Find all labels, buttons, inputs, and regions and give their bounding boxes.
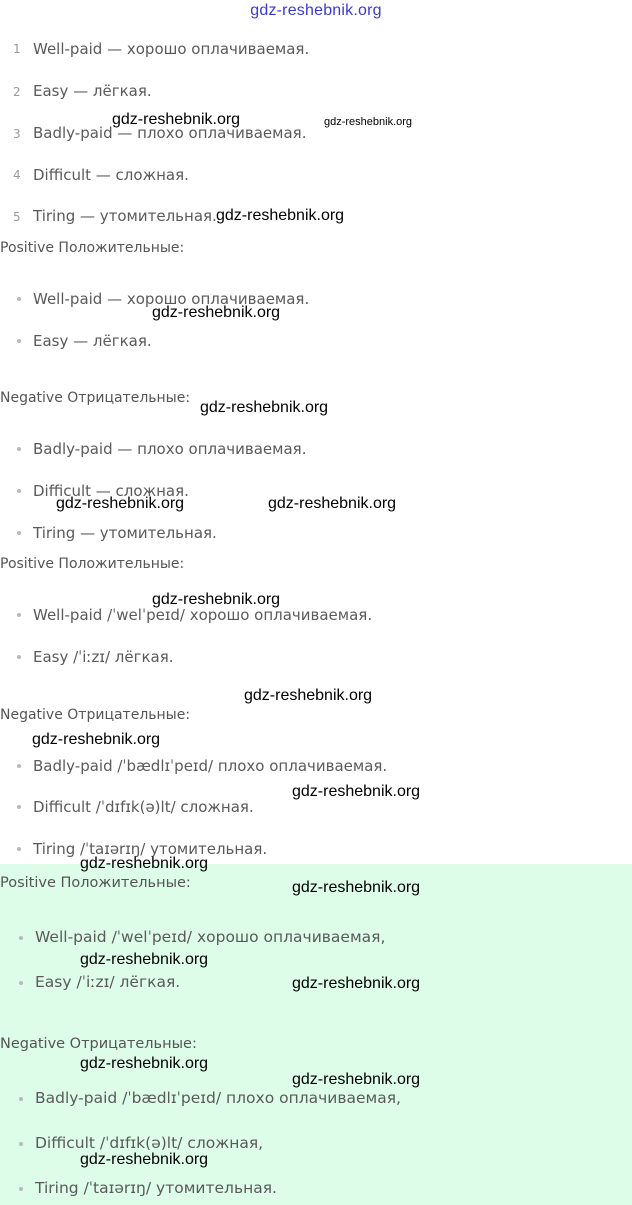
list-item: Easy — лёгкая.	[33, 82, 152, 100]
list-number: 4	[13, 168, 21, 182]
list-item: Badly-paid /ˈbædlɪˈpeɪd/ плохо оплачиваемая,	[35, 1089, 401, 1107]
watermark: gdz-reshebnik.org	[292, 1071, 421, 1088]
list-item: Badly-paid — плохо оплачиваемая.	[33, 124, 307, 142]
watermark: gdz-reshebnik.org	[152, 591, 281, 608]
list-item: Tiring — утомительная.	[33, 207, 217, 225]
list-number: 2	[13, 85, 21, 99]
watermark: gdz-reshebnik.org	[80, 1151, 209, 1168]
list-item: Difficult /ˈdɪfɪk(ə)lt/ сложная.	[33, 798, 254, 816]
bullet-icon	[17, 339, 21, 343]
bullet-icon	[17, 805, 21, 809]
list-item: Badly-paid /ˈbædlɪˈpeɪd/ плохо оплачиваемая.	[33, 757, 388, 775]
positive-heading: Positive Положительные:	[0, 875, 191, 891]
watermark: gdz-reshebnik.org	[200, 399, 329, 416]
site-header-link[interactable]: gdz-reshebnik.org	[250, 2, 382, 19]
bullet-icon	[17, 764, 21, 768]
watermark: gdz-reshebnik.org	[292, 879, 421, 896]
negative-heading: Negative Отрицательные:	[0, 390, 191, 406]
watermark: gdz-reshebnik.org	[292, 975, 421, 992]
list-item: Tiring /ˈtaɪərɪŋ/ утомительная.	[35, 1179, 277, 1197]
negative-heading: Negative Отрицательные:	[0, 1036, 197, 1052]
watermark: gdz-reshebnik.org	[56, 495, 185, 512]
watermark: gdz-reshebnik.org	[324, 116, 413, 128]
watermark: gdz-reshebnik.org	[216, 207, 345, 224]
watermark: gdz-reshebnik.org	[32, 731, 161, 748]
bullet-icon	[17, 531, 21, 535]
list-item: Badly-paid — плохо оплачиваемая.	[33, 440, 307, 458]
positive-heading: Positive Положительные:	[0, 240, 185, 256]
list-number: 5	[13, 210, 21, 224]
bullet-icon	[17, 655, 21, 659]
list-item: Well-paid — хорошо оплачиваемая.	[33, 290, 310, 308]
bullet-icon	[17, 489, 21, 493]
bullet-icon	[19, 1187, 23, 1191]
negative-heading: Negative Отрицательные:	[0, 707, 191, 723]
list-item: Easy /ˈiːzɪ/ лёгкая.	[33, 648, 174, 666]
bullet-icon	[17, 847, 21, 851]
list-item: Difficult — сложная.	[33, 482, 189, 500]
watermark: gdz-reshebnik.org	[268, 495, 397, 512]
bullet-icon	[19, 981, 23, 985]
watermark: gdz-reshebnik.org	[292, 783, 421, 800]
watermark: gdz-reshebnik.org	[152, 304, 281, 321]
watermark: gdz-reshebnik.org	[112, 111, 241, 128]
list-item: Well-paid /ˈwelˈpeɪd/ хорошо оплачиваемая,	[35, 928, 386, 946]
bullet-icon	[19, 1097, 23, 1101]
list-item: Difficult — сложная.	[33, 166, 189, 184]
list-item: Well-paid — хорошо оплачиваемая.	[33, 40, 310, 58]
list-number: 1	[13, 42, 21, 56]
watermark: gdz-reshebnik.org	[80, 1055, 209, 1072]
bullet-icon	[19, 1142, 23, 1146]
bullet-icon	[17, 613, 21, 617]
list-item: Tiring — утомительная.	[33, 524, 217, 542]
list-item: Well-paid /ˈwelˈpeɪd/ хорошо оплачиваемая.	[33, 606, 373, 624]
watermark: gdz-reshebnik.org	[80, 951, 209, 968]
positive-heading: Positive Положительные:	[0, 556, 185, 572]
bullet-icon	[17, 297, 21, 301]
bullet-icon	[17, 447, 21, 451]
watermark: gdz-reshebnik.org	[80, 855, 209, 872]
list-item: Easy /ˈiːzɪ/ лёгкая.	[35, 973, 181, 991]
bullet-icon	[19, 936, 23, 940]
list-number: 3	[13, 127, 21, 141]
list-item: Easy — лёгкая.	[33, 332, 152, 350]
list-item: Tiring /ˈtaɪərɪŋ/ утомительная.	[33, 840, 268, 858]
list-item: Difficult /ˈdɪfɪk(ə)lt/ сложная,	[35, 1134, 264, 1152]
watermark: gdz-reshebnik.org	[244, 687, 373, 704]
